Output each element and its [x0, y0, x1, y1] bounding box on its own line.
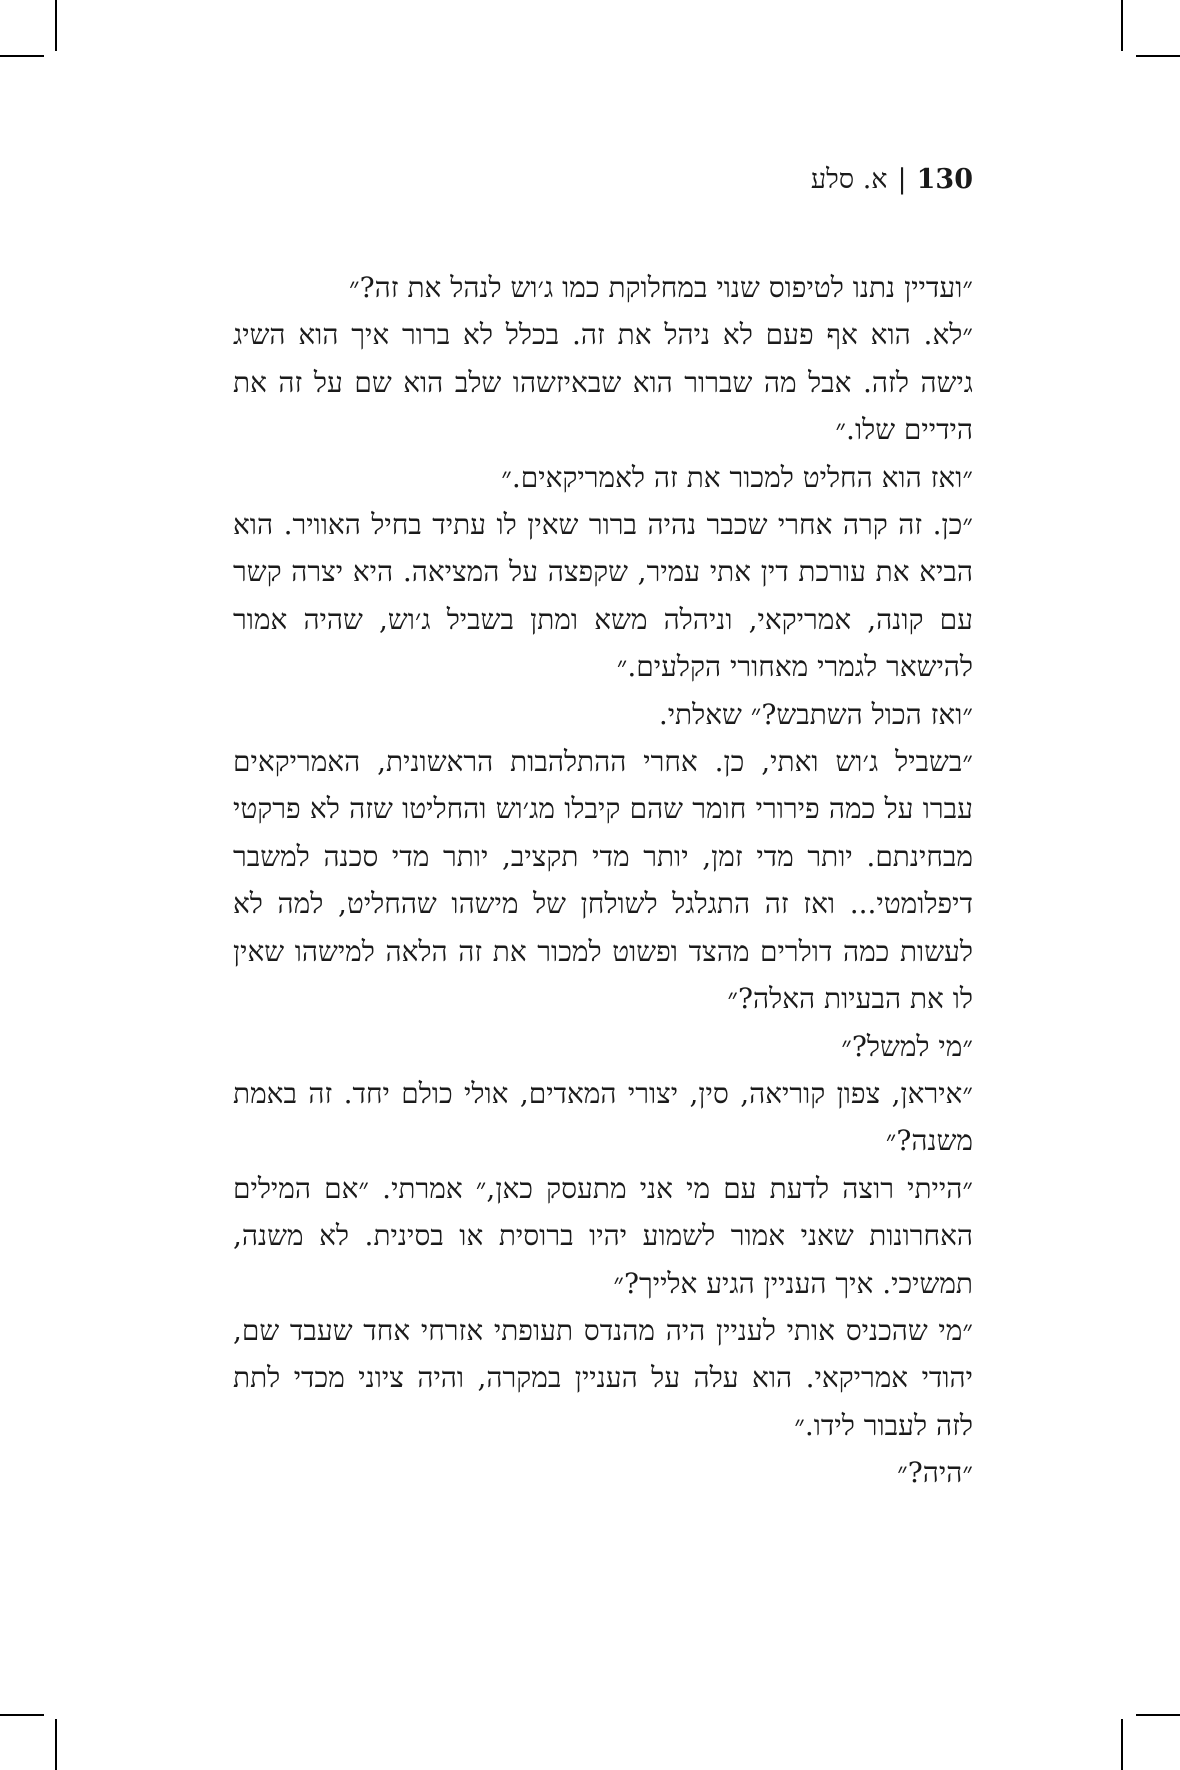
- paragraph: ״מי שהכניס אותי לעניין היה מהנדס תעופתי אזרחי אחד שעבד שם, יהודי אמריקאי. הוא עלה על העניין במקרה, והיה ציוני מכדי לתת לזה לעבור לידו.״: [233, 1313, 973, 1442]
- crop-mark-bottom-right-h: [1136, 1714, 1180, 1716]
- paragraph: ״איראן, צפון קוריאה, סין, יצורי המאדים, אולי כולם יחד. זה באמת משנה?״: [233, 1076, 973, 1158]
- paragraph: ״ואז הכול השתבש?״ שאלתי.: [658, 697, 973, 731]
- paragraph: ״ועדיין נתנו לטיפוס שנוי במחלוקת כמו ג׳וש לנהל את זה?״: [348, 271, 973, 304]
- crop-mark-top-right: [1121, 0, 1123, 51]
- crop-mark-bottom-left-h: [0, 1714, 44, 1716]
- paragraph: ״היה?״: [897, 1456, 973, 1490]
- author-name: א. סלע: [810, 164, 888, 195]
- paragraph: ״הייתי רוצה לדעת עם מי אני מתעסק כאן,״ אמרתי. ״אם המילים האחרונות שאני אמור לשמוע יהיו ברוסית או בסינית. לא משנה, תמשיכי. איך העניין הגיע אלייך?״: [233, 1171, 973, 1300]
- paragraph: ״כן. זה קרה אחרי שכבר נהיה ברור שאין לו עתיד בחיל האוויר. הוא הביא את עורכת דין אתי עמיר, שקפצה על המציאה. היא יצרה קשר עם קונה, אמריקאי, וניהלה משא ומתן בשביל ג׳וש, שהיה אמור להישאר לגמרי מאחורי הקלעים.״: [233, 508, 973, 684]
- page-number: 130: [916, 164, 973, 195]
- paragraph: ״ואז הוא החליט למכור את זה לאמריקאים.״: [501, 460, 973, 494]
- crop-mark-bottom-right: [1121, 1719, 1123, 1770]
- crop-mark-bottom-left: [55, 1719, 57, 1770]
- crop-mark-top-left: [55, 0, 57, 51]
- crop-mark-top-right-h: [1136, 55, 1180, 57]
- header-separator: |: [897, 164, 907, 195]
- crop-mark-top-left-h: [0, 55, 44, 57]
- paragraph: ״מי למשל?״: [841, 1029, 973, 1063]
- running-header: [811, 160, 973, 200]
- paragraph: ״בשביל ג׳וש ואתי, כן. אחרי ההתלהבות הראשונית, האמריקאים עברו על כמה פירורי חומר שהם קיבלו מג׳וש והחליטו שזה לא פרקטי מבחינתם. יותר מדי זמן, יותר מדי תקציב, יותר מדי סכנה למשבר דיפלומטי... ואז זה התגלגל לשולחן של מישהו שהחליט, למה לא לעשות כמה דולרים מהצד ופשוט למכור את זה הלאה למישהו שאין לו את הבעיות האלה?״: [233, 745, 973, 1016]
- body-text: [233, 264, 973, 1497]
- paragraph: ״לא. הוא אף פעם לא ניהל את זה. בכלל לא ברור איך הוא השיג גישה לזה. אבל מה שברור הוא שבאיזשהו שלב הוא שם על זה את הידיים שלו.״: [233, 318, 973, 447]
